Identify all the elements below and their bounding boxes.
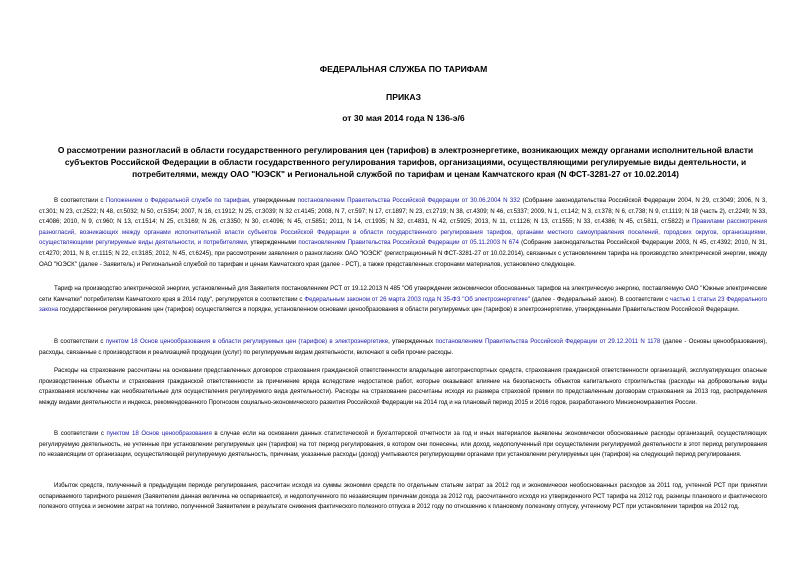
text-fragment: , утвержденных <box>388 338 436 345</box>
document-date-number: от 30 мая 2014 года N 136-э/6 <box>342 113 465 123</box>
text-fragment: В соответствии с <box>54 338 106 345</box>
text-fragment: (далее - Федеральный закон). В соответствии с <box>529 295 671 303</box>
text-fragment: Избыток средств, полученный в предыдущем периоде регулирования, рассчитан исходя из суммы экономии средств по отдельным статьям затрат за 2012 год и экономически необоснованных расходов за 2011 год, учтенной РСТ при принятии оспариваемого тарифного решения (Заявителем данная величина не оспаривается), и недополученного по независящим причинам дохода за 2012 год, рассчитанного исходя из утвержденного РСТ тарифа на 2012 год, разницы планового и фактического полезного отпуска и экономии затрат на топливо, полученной Заявителем в результате снижения фактического полезного отпуска в 2012 году по отношению к плановому полезному отпуску, учтенному РСТ при установлении тарифов на 2012 год. <box>39 482 767 511</box>
text-fragment: В соответствии с <box>54 197 106 204</box>
text-fragment: , утвержденным <box>249 197 298 204</box>
paragraph-6 <box>39 481 767 513</box>
link-government-decree-674[interactable]: постановлением Правительства Российской Федерации от 05.11.2003 N 674 <box>298 239 519 247</box>
text-fragment: (Собрание законодательства Российской Федерации 2004, N 29, ст.3049; 2006, N 3, ст.301; N 23, ст.2522; N 48, ст.5032; N 50, ст.5354; 2007, N 16, ст.1912; N 25, ст.3039; N 32 ст.4145; 2008, N 7, ст.597; N 17, ст.1897; N 23, ст.2719; N 38, ст.4309; N 46, ст.5337; 2009, N 1, ст.142; N 3, ст.378; N 6, ст.738; N 9, ст.1119; N 18 (часть 2), ст.2249; N 33, ст.4086; 2010, N 9, ст.960; N 13, ст.1514; N 25, ст.3169; N 26, ст.3350; N 30, ст.4096; N 45, ст.5851; 2011, N 14, ст.1935; N 32, ст.4831, N 42, ст.5925; 2013, N 11, ст.1126; N 13, ст.1555; N 33, ст.4386; N 45, ст.5811, ст.5822) и <box>39 197 767 226</box>
link-disputes-rules[interactable]: Правилами рассмотрения разногласий, возникающих между органами исполнительной власти субъектов Российской Федерации в области государственного регулирования тарифов, органами местного самоуправления поселений, городских округов, организациями, осуществляющими регулируемые виды деятельности, и потребителями <box>39 218 767 247</box>
link-federal-law-35fz[interactable]: Федеральным законом от 26 марта 2003 года N 35-ФЗ "Об электроэнергетике" <box>304 295 530 303</box>
paragraph-3 <box>39 337 767 358</box>
text-fragment: Расходы на страхование рассчитаны на основании представленных договоров страхования гражданской ответственности владельцев автотранспортных средств, страхования гражданской ответственности организаций, эксплуатирующих опасные производственные объекты и страхования гражданской ответственности за причинение вреда вследствие недостатков работ, которые оказывают влияние на безопасность объектов капитального строительства (расходы на добровольные виды страхования исключены как необязательные для осуществления регулируемого вида деятельности). Расходы на страхование рассчитаны исходя из размера страховой премии по представленным договорам страхования за 2013 год, распределения между видами деятельности и индекса, рекомендованного Прогнозом социально-экономического развития Российской Федерации на 2014 год и на плановый период 2015 и 2016 годов, разработанного Минэкономразвития России. <box>39 367 767 406</box>
text-fragment: , утвержденными <box>246 239 299 247</box>
link-pricing-basics-item-18-short[interactable]: пунктом 18 Основ ценообразования <box>106 430 212 437</box>
text-fragment: В соответствии с <box>54 430 107 437</box>
link-fst-regulation[interactable]: Положением о Федеральной службе по тарифам <box>105 197 250 204</box>
document-subject: О рассмотрении разногласий в области государственного регулирования цен (тарифов) в электроэнергетике, возникающих между органами исполнительной власти субъектов Российской Федерации в области государственного регулирования тарифов, организациями, осуществляющими регулируемые виды деятельности, и потребителями, между ОАО "ЮЭСК" и Региональной службой по тарифам и ценам Камчатского края (N ФСТ-3281-27 от 10.02.2014) <box>57 145 754 180</box>
paragraph-1 <box>39 196 767 270</box>
paragraph-2 <box>39 284 767 316</box>
link-article-23-part-1[interactable]: частью 1 статьи 23 Федерального закона <box>39 295 767 314</box>
link-pricing-basics-item-18[interactable]: пунктом 18 Основ ценообразования в области регулируемых цен (тарифов) в электроэнергетике <box>105 338 389 345</box>
text-fragment: в случае если на основании данных статистической и бухгалтерской отчетности за год и иных материалов выявлены экономически обоснованные расходы организаций, осуществляющих регулируемую деятельность, не учтенные при установлении регулируемых цен (тарифов) на тот период регулирования, в котором они понесены, или доход, недополученный при осуществлении регулируемой деятельности в этот период регулирования по независящим от организации, осуществляющей регулируемую деятельность, причинам, указанные расходы (доход) учитываются регулирующими органами при установлении регулируемых цен (тарифов) на следующий период регулирования. <box>39 430 767 459</box>
link-government-decree-1178[interactable]: постановлением Правительства Российской Федерации от 29.12.2011 N 1178 <box>435 338 661 345</box>
document-type: ПРИКАЗ <box>386 92 421 102</box>
link-government-decree-332[interactable]: постановлением Правительства Российской Федерации от 30.06.2004 N 332 <box>297 197 521 204</box>
paragraph-5 <box>39 429 767 461</box>
agency-title: ФЕДЕРАЛЬНАЯ СЛУЖБА ПО ТАРИФАМ <box>319 64 488 74</box>
text-fragment: государственное регулирование цен (тарифов) осуществляется в порядке, установленном основами ценообразования в области регулируемых цен (тарифов) в электроэнергетике, утвержденными Правительством Российской Федерации. <box>58 306 740 314</box>
text-fragment: (Собрание законодательства Российской Федерации 2003, N 45, ст.4392; 2010, N 31, ст.4270; 2011, N 8, ст.1115; N 22, ст.3185; 2012, N 45, ст.6245), при рассмотрении заявления о разногласиях ОАО "ЮЭСК" (регистрационный N ФСТ-3281-27 от 10.02.2014), связанных с установлением тарифа на производство электрической энергии, между ОАО "ЮЭСК" (далее - Заявитель) и Региональной службой по тарифам и ценам Камчатского края (далее - РСТ), а также представленных сторонами материалов, установлено следующее. <box>39 239 767 268</box>
text-fragment: (далее - Основы ценообразования), расходы, связанные с производством и реализацией продукции (услуг) по регулируемым видам деятельности, включают в себя прочие расходы. <box>39 338 767 356</box>
paragraph-4 <box>39 366 767 408</box>
text-fragment: Тариф на производство электрической энергии, установленный для Заявителя постановлением РСТ от 19.12.2013 N 485 "Об утверждении экономически обоснованных тарифов на электрическую энергию, поставляемую ОАО "Южные электрические сети Камчатки" потребителям Камчатского края в 2014 году", регулируется в соответствии с <box>39 285 767 303</box>
